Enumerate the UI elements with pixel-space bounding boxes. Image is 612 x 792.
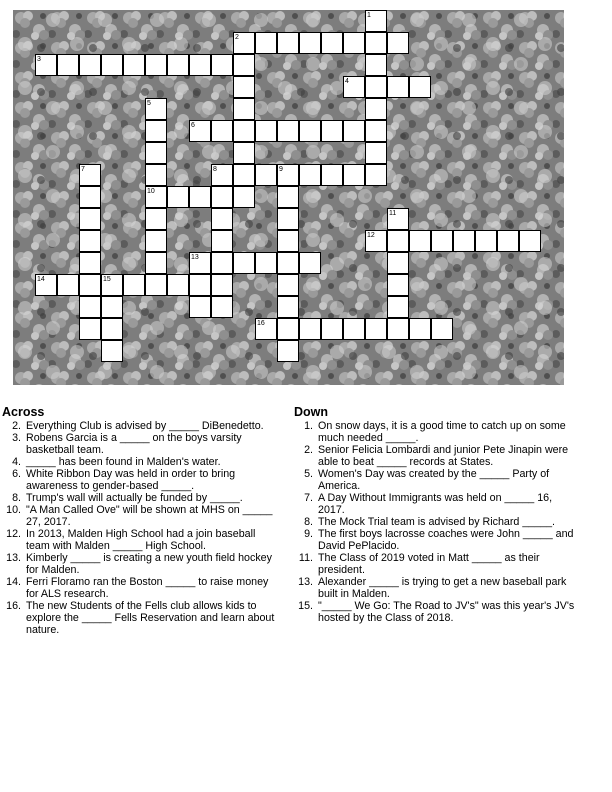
clue-number: 15. bbox=[298, 600, 313, 612]
cell-number: 8 bbox=[213, 166, 217, 173]
clue-number: 2. bbox=[12, 420, 21, 432]
crossword-cell[interactable] bbox=[365, 164, 387, 186]
clue-text: The Class of 2019 voted in Matt _____ as their president. bbox=[318, 552, 540, 576]
crossword-cell[interactable] bbox=[409, 318, 431, 340]
crossword-cell[interactable] bbox=[255, 32, 277, 54]
across-clue bbox=[2, 492, 282, 504]
crossword-cell[interactable] bbox=[343, 318, 365, 340]
cell-number: 10 bbox=[147, 188, 155, 195]
clue-text: The new Students of the Fells club allows kids to explore the _____ Fells Reservation and learn about nature. bbox=[26, 600, 275, 636]
crossword-cell[interactable] bbox=[145, 142, 167, 164]
clue-text: "_____ We Go: The Road to JV's" was this year's JV's hosted by the Class of 2018. bbox=[318, 600, 575, 624]
crossword-cell[interactable] bbox=[519, 230, 541, 252]
cell-number: 15 bbox=[103, 276, 111, 283]
clue-number: 8. bbox=[304, 516, 313, 528]
crossword-cell[interactable] bbox=[365, 120, 387, 142]
clue-text: On snow days, it is a good time to catch up on some much needed _____. bbox=[318, 420, 566, 444]
clue-number: 11. bbox=[298, 552, 313, 564]
clue-number: 1. bbox=[304, 420, 313, 432]
crossword-cell[interactable] bbox=[233, 186, 255, 208]
crossword-cell[interactable] bbox=[145, 54, 167, 76]
crossword-cell[interactable] bbox=[277, 120, 299, 142]
across-column bbox=[2, 404, 282, 636]
cell-number: 14 bbox=[37, 276, 45, 283]
crossword-cell[interactable] bbox=[189, 186, 211, 208]
crossword-cell[interactable] bbox=[277, 274, 299, 296]
crossword-cell[interactable] bbox=[145, 252, 167, 274]
cell-number: 16 bbox=[257, 320, 265, 327]
crossword-cell[interactable] bbox=[387, 296, 409, 318]
clue-text: Trump's wall will actually be funded by _____. bbox=[26, 492, 243, 504]
crossword-cell[interactable] bbox=[277, 230, 299, 252]
crossword-cell[interactable] bbox=[189, 274, 211, 296]
crossword-cell[interactable] bbox=[211, 208, 233, 230]
crossword-cell[interactable] bbox=[211, 186, 233, 208]
crossword-cell[interactable] bbox=[299, 32, 321, 54]
crossword-cell[interactable] bbox=[277, 296, 299, 318]
crossword-cell[interactable] bbox=[365, 76, 387, 98]
down-column bbox=[294, 404, 579, 624]
crossword-cell[interactable] bbox=[299, 252, 321, 274]
crossword-cell[interactable] bbox=[365, 318, 387, 340]
clue-number: 3. bbox=[12, 432, 21, 444]
clue-text: Everything Club is advised by _____ DiBenedetto. bbox=[26, 420, 264, 432]
cell-number: 4 bbox=[345, 78, 349, 85]
clue-text: The Mock Trial team is advised by Richard _____. bbox=[318, 516, 556, 528]
across-clue bbox=[2, 468, 282, 492]
crossword-cell[interactable] bbox=[321, 318, 343, 340]
crossword-cell[interactable] bbox=[343, 164, 365, 186]
clue-number: 10. bbox=[6, 504, 21, 516]
crossword-cell[interactable] bbox=[233, 98, 255, 120]
across-clue bbox=[2, 528, 282, 552]
crossword-cell[interactable] bbox=[167, 54, 189, 76]
crossword-cell[interactable] bbox=[211, 120, 233, 142]
clue-text: _____ has been found in Malden's water. bbox=[26, 456, 221, 468]
clue-text: Senior Felicia Lombardi and junior Pete Jinapin were able to beat _____ records at States. bbox=[318, 444, 569, 468]
crossword-cell[interactable] bbox=[387, 230, 409, 252]
clue-number: 9. bbox=[304, 528, 313, 540]
clue-text: The first boys lacrosse coaches were John _____ and David PePlacido. bbox=[318, 528, 574, 552]
crossword-cell[interactable] bbox=[145, 230, 167, 252]
crossword-cell[interactable] bbox=[387, 318, 409, 340]
crossword-cell[interactable] bbox=[387, 274, 409, 296]
crossword-cell[interactable] bbox=[233, 142, 255, 164]
crossword-cell[interactable] bbox=[409, 76, 431, 98]
crossword-cell[interactable] bbox=[167, 186, 189, 208]
crossword-cell[interactable] bbox=[79, 296, 101, 318]
clue-text: Robens Garcia is a _____ on the boys varsity basketball team. bbox=[26, 432, 242, 456]
clue-text: A Day Without Immigrants was held on _____ 16, 2017. bbox=[318, 492, 553, 516]
crossword-cell[interactable] bbox=[321, 32, 343, 54]
crossword-cell[interactable] bbox=[277, 318, 299, 340]
clue-number: 14. bbox=[6, 576, 21, 588]
across-clue bbox=[2, 504, 282, 528]
crossword-cell[interactable] bbox=[211, 230, 233, 252]
crossword-cell[interactable] bbox=[189, 296, 211, 318]
crossword-cell[interactable] bbox=[79, 186, 101, 208]
clue-number: 6. bbox=[12, 468, 21, 480]
down-clue bbox=[294, 444, 579, 468]
crossword-cell[interactable] bbox=[233, 164, 255, 186]
crossword-cell[interactable] bbox=[321, 120, 343, 142]
clue-text: Ferri Floramo ran the Boston _____ to raise money for ALS research. bbox=[26, 576, 269, 600]
across-clue bbox=[2, 552, 282, 576]
cell-number: 9 bbox=[279, 166, 283, 173]
down-clue bbox=[294, 468, 579, 492]
cell-number: 6 bbox=[191, 122, 195, 129]
crossword-cell[interactable] bbox=[145, 208, 167, 230]
cell-number: 13 bbox=[191, 254, 199, 261]
down-clue bbox=[294, 576, 579, 600]
crossword-cell[interactable] bbox=[365, 98, 387, 120]
clue-number: 5. bbox=[304, 468, 313, 480]
crossword-cell[interactable] bbox=[211, 274, 233, 296]
clue-text: In 2013, Malden High School had a join baseball team with Malden _____ High School. bbox=[26, 528, 256, 552]
crossword-cell[interactable] bbox=[57, 274, 79, 296]
crossword-cell[interactable] bbox=[277, 252, 299, 274]
clue-number: 13. bbox=[6, 552, 21, 564]
crossword-cell[interactable] bbox=[277, 186, 299, 208]
clue-number: 13. bbox=[298, 576, 313, 588]
crossword-cell[interactable] bbox=[255, 252, 277, 274]
cell-number: 7 bbox=[81, 166, 85, 173]
clue-text: White Ribbon Day was held in order to bring awareness to gender-based _____. bbox=[26, 468, 236, 492]
crossword-cell[interactable] bbox=[145, 274, 167, 296]
clue-number: 7. bbox=[304, 492, 313, 504]
crossword-cell[interactable] bbox=[255, 164, 277, 186]
clue-number: 12. bbox=[6, 528, 21, 540]
crossword-cell[interactable] bbox=[79, 252, 101, 274]
crossword-cell[interactable] bbox=[277, 340, 299, 362]
across-clue bbox=[2, 576, 282, 600]
crossword-cell[interactable] bbox=[497, 230, 519, 252]
down-clue bbox=[294, 516, 579, 528]
crossword-cell[interactable] bbox=[475, 230, 497, 252]
cell-number: 5 bbox=[147, 100, 151, 107]
crossword-cell[interactable] bbox=[387, 252, 409, 274]
crossword-cell[interactable] bbox=[277, 32, 299, 54]
crossword-cell[interactable] bbox=[387, 32, 409, 54]
cell-number: 1 bbox=[367, 12, 371, 19]
crossword-cell[interactable] bbox=[365, 142, 387, 164]
crossword-cell[interactable] bbox=[79, 274, 101, 296]
clue-text: "A Man Called Ove" will be shown at MHS on _____ 27, 2017. bbox=[26, 504, 273, 528]
crossword-cell[interactable] bbox=[299, 120, 321, 142]
crossword-cell[interactable] bbox=[233, 252, 255, 274]
crossword-cell[interactable] bbox=[145, 164, 167, 186]
crossword-cell[interactable] bbox=[365, 32, 387, 54]
crossword-cell[interactable] bbox=[299, 318, 321, 340]
down-clue-list bbox=[294, 420, 579, 624]
crossword-cell[interactable] bbox=[365, 54, 387, 76]
crossword-cell[interactable] bbox=[211, 252, 233, 274]
crossword-cell[interactable] bbox=[321, 164, 343, 186]
crossword-cell[interactable] bbox=[431, 230, 453, 252]
down-clue bbox=[294, 528, 579, 552]
crossword-cell[interactable] bbox=[343, 120, 365, 142]
crossword-cell[interactable] bbox=[211, 54, 233, 76]
crossword-cell[interactable] bbox=[145, 120, 167, 142]
down-clue bbox=[294, 600, 579, 624]
crossword-cell[interactable] bbox=[123, 274, 145, 296]
down-heading: Down bbox=[294, 405, 329, 419]
crossword-cell[interactable] bbox=[101, 296, 123, 318]
crossword-cell[interactable] bbox=[211, 296, 233, 318]
cell-number: 12 bbox=[367, 232, 375, 239]
across-clue bbox=[2, 420, 282, 432]
crossword-cell[interactable] bbox=[57, 54, 79, 76]
clue-number: 2. bbox=[304, 444, 313, 456]
crossword-cell[interactable] bbox=[431, 318, 453, 340]
crossword-cell[interactable] bbox=[167, 274, 189, 296]
clue-text: Women's Day was created by the _____ Party of America. bbox=[318, 468, 550, 492]
crossword-cell[interactable] bbox=[387, 76, 409, 98]
clue-number: 8. bbox=[12, 492, 21, 504]
across-clue bbox=[2, 600, 282, 636]
crossword-cell[interactable] bbox=[343, 32, 365, 54]
crossword-cell[interactable] bbox=[101, 340, 123, 362]
across-clue bbox=[2, 456, 282, 468]
crossword-cell[interactable] bbox=[233, 54, 255, 76]
down-clue bbox=[294, 420, 579, 444]
down-clue bbox=[294, 552, 579, 576]
crossword-cell[interactable] bbox=[277, 208, 299, 230]
crossword-grid bbox=[13, 10, 564, 385]
across-clue bbox=[2, 432, 282, 456]
cell-number: 11 bbox=[389, 210, 397, 217]
clue-number: 16. bbox=[6, 600, 21, 612]
crossword-cell[interactable] bbox=[79, 54, 101, 76]
crossword-cell[interactable] bbox=[255, 120, 277, 142]
down-clue bbox=[294, 492, 579, 516]
crossword-cell[interactable] bbox=[233, 76, 255, 98]
clue-text: Kimberly _____ is creating a new youth field hockey for Malden. bbox=[26, 552, 272, 576]
crossword-cell[interactable] bbox=[189, 54, 211, 76]
crossword-cell[interactable] bbox=[79, 230, 101, 252]
clue-number: 4. bbox=[12, 456, 21, 468]
across-heading: Across bbox=[2, 405, 45, 419]
clue-text: Alexander _____ is trying to get a new baseball park built in Malden. bbox=[318, 576, 567, 600]
cell-number: 2 bbox=[235, 34, 239, 41]
crossword-cell[interactable] bbox=[123, 54, 145, 76]
crossword-cell[interactable] bbox=[101, 54, 123, 76]
crossword-cell[interactable] bbox=[79, 208, 101, 230]
crossword-cell[interactable] bbox=[233, 120, 255, 142]
across-clue-list bbox=[2, 420, 282, 636]
crossword-cell[interactable] bbox=[79, 318, 101, 340]
cell-number: 3 bbox=[37, 56, 41, 63]
crossword-cell[interactable] bbox=[299, 164, 321, 186]
crossword-cell[interactable] bbox=[101, 318, 123, 340]
crossword-cell[interactable] bbox=[409, 230, 431, 252]
crossword-cell[interactable] bbox=[453, 230, 475, 252]
